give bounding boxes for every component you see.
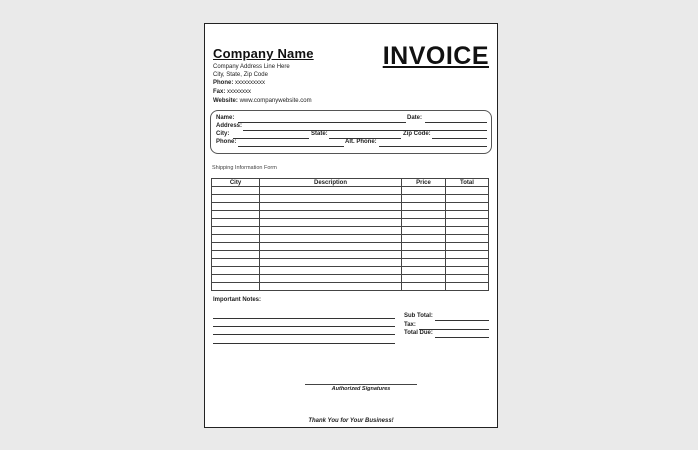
table-cell[interactable] (402, 259, 446, 267)
zip-field[interactable] (432, 138, 487, 139)
name-label: Name: (216, 115, 235, 121)
table-cell[interactable] (402, 211, 446, 219)
thank-you-message: Thank You for Your Business! (308, 418, 394, 424)
column-header-description: Description (260, 179, 402, 187)
table-cell[interactable] (446, 267, 489, 275)
column-header-price: Price (402, 179, 446, 187)
table-row (212, 283, 489, 291)
total-due-field[interactable] (435, 337, 489, 338)
company-website (213, 98, 312, 105)
table-cell[interactable] (446, 195, 489, 203)
website-value: www.companywebsite.com (239, 98, 312, 104)
signature-line[interactable] (305, 384, 417, 385)
company-name: Company Name (213, 46, 314, 61)
date-field[interactable] (425, 122, 487, 123)
table-cell[interactable] (212, 227, 260, 235)
state-label: State: (311, 131, 328, 137)
table-cell[interactable] (212, 187, 260, 195)
total-due-label: Total Due: (404, 330, 433, 336)
table-cell[interactable] (402, 267, 446, 275)
phone-label: Phone: (213, 80, 234, 86)
table-cell[interactable] (260, 227, 402, 235)
table-cell[interactable] (446, 203, 489, 211)
company-fax (213, 89, 251, 96)
table-cell[interactable] (260, 283, 402, 291)
table-row (212, 211, 489, 219)
table-row (212, 235, 489, 243)
table-cell[interactable] (260, 211, 402, 219)
table-cell[interactable] (260, 203, 402, 211)
address-label: Address: (216, 123, 243, 129)
table-cell[interactable] (402, 227, 446, 235)
table-cell[interactable] (402, 219, 446, 227)
tax-label: Tax: (404, 322, 416, 328)
table-cell[interactable] (212, 219, 260, 227)
column-header-city: City (212, 179, 260, 187)
table-cell[interactable] (446, 243, 489, 251)
table-cell[interactable] (402, 251, 446, 259)
table-cell[interactable] (212, 267, 260, 275)
phone-value: xxxxxxxxxx (235, 80, 266, 86)
table-cell[interactable] (446, 187, 489, 195)
invoice-title: INVOICE (382, 42, 489, 70)
company-phone (213, 80, 265, 87)
table-row (212, 259, 489, 267)
subtotal-field[interactable] (435, 320, 489, 321)
alt-phone-label: Alt. Phone: (345, 139, 377, 145)
table-cell[interactable] (260, 243, 402, 251)
city-field[interactable] (233, 138, 309, 139)
table-cell[interactable] (446, 211, 489, 219)
company-address: Company Address Line Here (213, 64, 290, 70)
fax-value: xxxxxxxx (227, 89, 252, 95)
table-cell[interactable] (260, 251, 402, 259)
fax-label: Fax: (213, 89, 226, 95)
table-cell[interactable] (212, 251, 260, 259)
website-label: Website: (213, 98, 238, 104)
name-field[interactable] (238, 122, 406, 123)
alt-phone-field[interactable] (379, 146, 487, 147)
table-row (212, 243, 489, 251)
table-row (212, 195, 489, 203)
column-header-total: Total (446, 179, 489, 187)
phone-field[interactable] (238, 146, 344, 147)
subtotal-label: Sub Total: (404, 313, 433, 319)
notes-line-3[interactable] (213, 334, 395, 335)
company-city-state-zip: City, State, Zip Code (213, 72, 268, 78)
notes-line-2[interactable] (213, 326, 395, 327)
table-cell[interactable] (446, 275, 489, 283)
table-cell[interactable] (212, 283, 260, 291)
table-cell[interactable] (402, 187, 446, 195)
table-cell[interactable] (446, 219, 489, 227)
notes-line-4[interactable] (213, 343, 395, 344)
zip-label: Zip Code: (403, 131, 431, 137)
table-cell[interactable] (446, 251, 489, 259)
table-cell[interactable] (260, 195, 402, 203)
table-cell[interactable] (260, 259, 402, 267)
table-row (212, 251, 489, 259)
phone-label-customer: Phone: (216, 139, 237, 145)
notes-line-1[interactable] (213, 318, 395, 319)
form-title: Shipping Information Form (212, 165, 277, 171)
table-cell[interactable] (212, 259, 260, 267)
date-label: Date: (407, 115, 423, 121)
table-cell[interactable] (402, 203, 446, 211)
table-cell[interactable] (212, 203, 260, 211)
address-field[interactable] (243, 130, 487, 131)
table-cell[interactable] (260, 275, 402, 283)
table-cell[interactable] (260, 235, 402, 243)
table-cell[interactable] (446, 283, 489, 291)
signature-label: Authorized Signatures (331, 386, 391, 392)
table-cell[interactable] (260, 219, 402, 227)
table-cell[interactable] (212, 275, 260, 283)
table-cell[interactable] (212, 211, 260, 219)
table-cell[interactable] (402, 235, 446, 243)
table-cell[interactable] (402, 243, 446, 251)
table-row (212, 219, 489, 227)
table-cell[interactable] (446, 235, 489, 243)
table-cell[interactable] (212, 195, 260, 203)
table-row (212, 203, 489, 211)
notes-title: Important Notes: (213, 297, 261, 303)
table-cell[interactable] (260, 267, 402, 275)
table-cell[interactable] (260, 187, 402, 195)
table-cell[interactable] (446, 259, 489, 267)
invoice-page (204, 23, 498, 428)
table-row (212, 187, 489, 195)
table-row (212, 267, 489, 275)
city-label: City: (216, 131, 230, 137)
table-row (212, 275, 489, 283)
table-cell[interactable] (402, 275, 446, 283)
table-cell[interactable] (212, 235, 260, 243)
customer-info-box (210, 110, 492, 154)
table-row (212, 227, 489, 235)
table-cell[interactable] (446, 227, 489, 235)
table-header-row (212, 179, 489, 187)
items-table (211, 178, 489, 291)
table-cell[interactable] (402, 283, 446, 291)
table-cell[interactable] (212, 243, 260, 251)
table-cell[interactable] (402, 195, 446, 203)
